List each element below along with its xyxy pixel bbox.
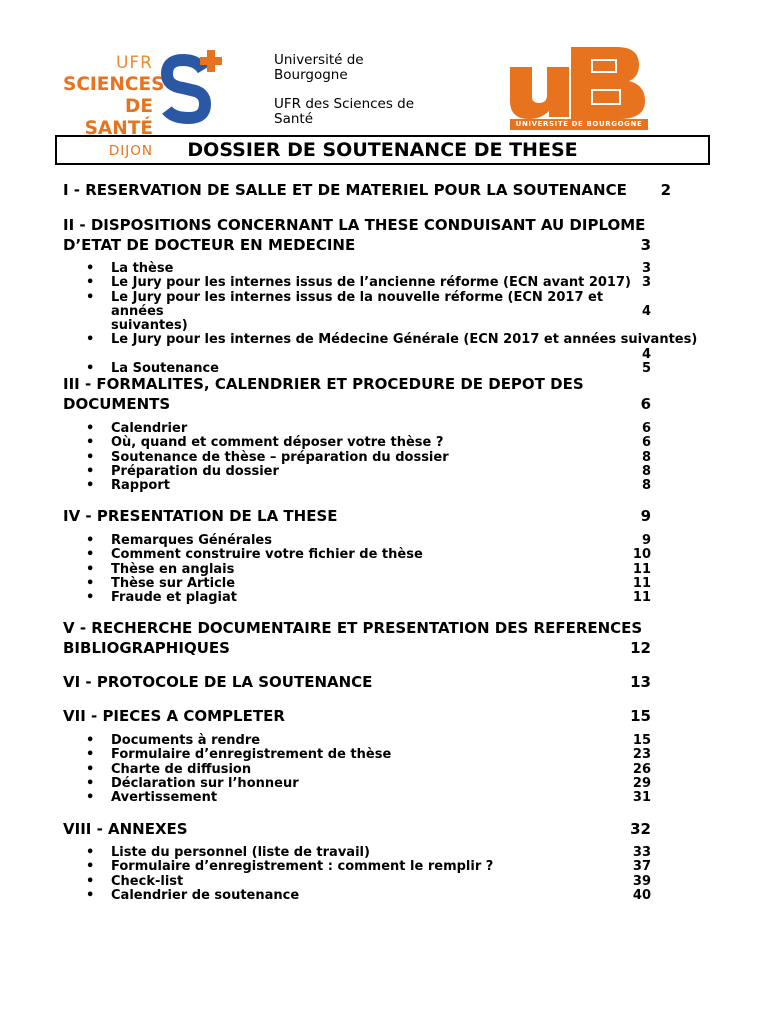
section-title: I - RESERVATION DE SALLE ET DE MATERIEL POUR LA SOUTENANCE xyxy=(63,181,627,199)
toc-section-4 xyxy=(63,506,651,526)
list-item: • Où, quand et comment déposer votre thèse ? 6 xyxy=(86,435,651,451)
toc-section-6 xyxy=(63,672,651,692)
section-title-line-2: D’ETAT DE DOCTEUR EN MEDECINE xyxy=(63,236,356,254)
list-item: • Liste du personnel (liste de travail) 33 xyxy=(86,845,651,860)
list-item: • Fraude et plagiat 11 xyxy=(86,590,651,606)
universite-de-bourgogne-logo xyxy=(507,47,650,131)
list-item: • Calendrier de soutenance 40 xyxy=(86,887,651,903)
list-item: • Déclaration sur l’honneur 29 xyxy=(86,775,651,791)
toc-section-3-items xyxy=(86,422,651,493)
section-title-line-1: III - FORMALITES, CALENDRIER ET PROCEDURE DE DEPOT DES xyxy=(63,375,584,393)
list-item: • Check-list 39 xyxy=(86,873,651,889)
list-item: • Préparation du dossier 8 xyxy=(86,463,651,479)
toc-section-8-items xyxy=(86,846,651,903)
list-item: • Calendrier 6 xyxy=(86,421,651,436)
list-item: • Soutenance de thèse – préparation du dossier 8 xyxy=(86,449,651,465)
page-title: DOSSIER DE SOUTENANCE DE THESE xyxy=(55,135,710,165)
list-item: • Thèse sur Article 11 xyxy=(86,575,651,591)
list-item: • Le Jury pour les internes de Médecine Générale (ECN 2017 et années suivantes) 4 xyxy=(86,332,698,362)
toc-section-2 xyxy=(63,215,651,255)
section-title-line-1: II - DISPOSITIONS CONCERNANT LA THESE CONDUISANT AU DIPLOME xyxy=(63,216,646,234)
list-item: • Remarques Générales 9 xyxy=(86,533,651,548)
toc-section-8 xyxy=(63,819,651,839)
toc-section-7 xyxy=(63,706,651,726)
logo-line-ufr: UFR xyxy=(115,53,153,73)
list-item: • Comment construire votre fichier de thèse 10 xyxy=(86,547,651,563)
list-item: • Le Jury pour les internes issus de la nouvelle réforme (ECN 2017 et années suivantes) 4 xyxy=(86,289,651,334)
list-item: • Le Jury pour les internes issus de l’ancienne réforme (ECN avant 2017) 3 xyxy=(86,275,651,291)
section-page: 32 xyxy=(630,820,651,838)
section-page: 12 xyxy=(630,639,651,657)
university-info xyxy=(274,53,424,127)
toc-section-2-items xyxy=(86,261,698,377)
section-page: 3 xyxy=(640,236,651,254)
section-title: IV - PRESENTATION DE LA THESE xyxy=(63,507,338,525)
list-item: • Formulaire d’enregistrement de thèse 23 xyxy=(86,747,651,763)
section-page: 15 xyxy=(630,707,651,725)
list-item: • Documents à rendre 15 xyxy=(86,733,651,748)
section-page: 2 xyxy=(660,181,671,199)
list-item: • Formulaire d’enregistrement : comment le remplir ? 37 xyxy=(86,859,651,875)
toc-section-1 xyxy=(63,180,671,200)
ufr-sciences-sante-logo xyxy=(55,50,225,159)
university-name: Université de Bourgogne xyxy=(274,52,364,83)
ufr-s-plus-icon xyxy=(157,50,225,130)
section-title: VIII - ANNEXES xyxy=(63,820,188,838)
toc-section-7-items xyxy=(86,734,651,805)
toc-section-3 xyxy=(63,374,651,414)
section-page: 9 xyxy=(640,507,651,525)
list-item: • La Soutenance 5 xyxy=(86,361,651,377)
list-item: • Avertissement 31 xyxy=(86,790,651,806)
list-item: • La thèse 3 xyxy=(86,261,651,276)
logo-line-dijon: DIJON xyxy=(108,143,153,159)
logo-line-sciences: SCIENCES xyxy=(63,74,165,95)
toc-section-4-items xyxy=(86,534,651,605)
section-title: VII - PIECES A COMPLETER xyxy=(63,707,285,725)
section-title: VI - PROTOCOLE DE LA SOUTENANCE xyxy=(63,673,373,691)
list-item: • Thèse en anglais 11 xyxy=(86,561,651,577)
section-title-line-2: BIBLIOGRAPHIQUES xyxy=(63,639,230,657)
section-page: 6 xyxy=(640,395,651,413)
toc-section-5 xyxy=(63,618,651,658)
ub-monogram-icon xyxy=(507,47,650,119)
logo-line-de-sante: DE SANTÉ xyxy=(84,96,153,139)
ufr-name: UFR des Sciences de Santé xyxy=(274,96,415,127)
section-title-line-2: DOCUMENTS xyxy=(63,395,171,413)
list-item: • Rapport 8 xyxy=(86,478,651,494)
ub-logo-band: UNIVERSITÉ DE BOURGOGNE xyxy=(510,119,648,130)
section-title-line-1: V - RECHERCHE DOCUMENTAIRE ET PRESENTATION DES REFERENCES xyxy=(63,619,643,637)
section-page: 13 xyxy=(630,673,651,691)
list-item: • Charte de diffusion 26 xyxy=(86,761,651,777)
